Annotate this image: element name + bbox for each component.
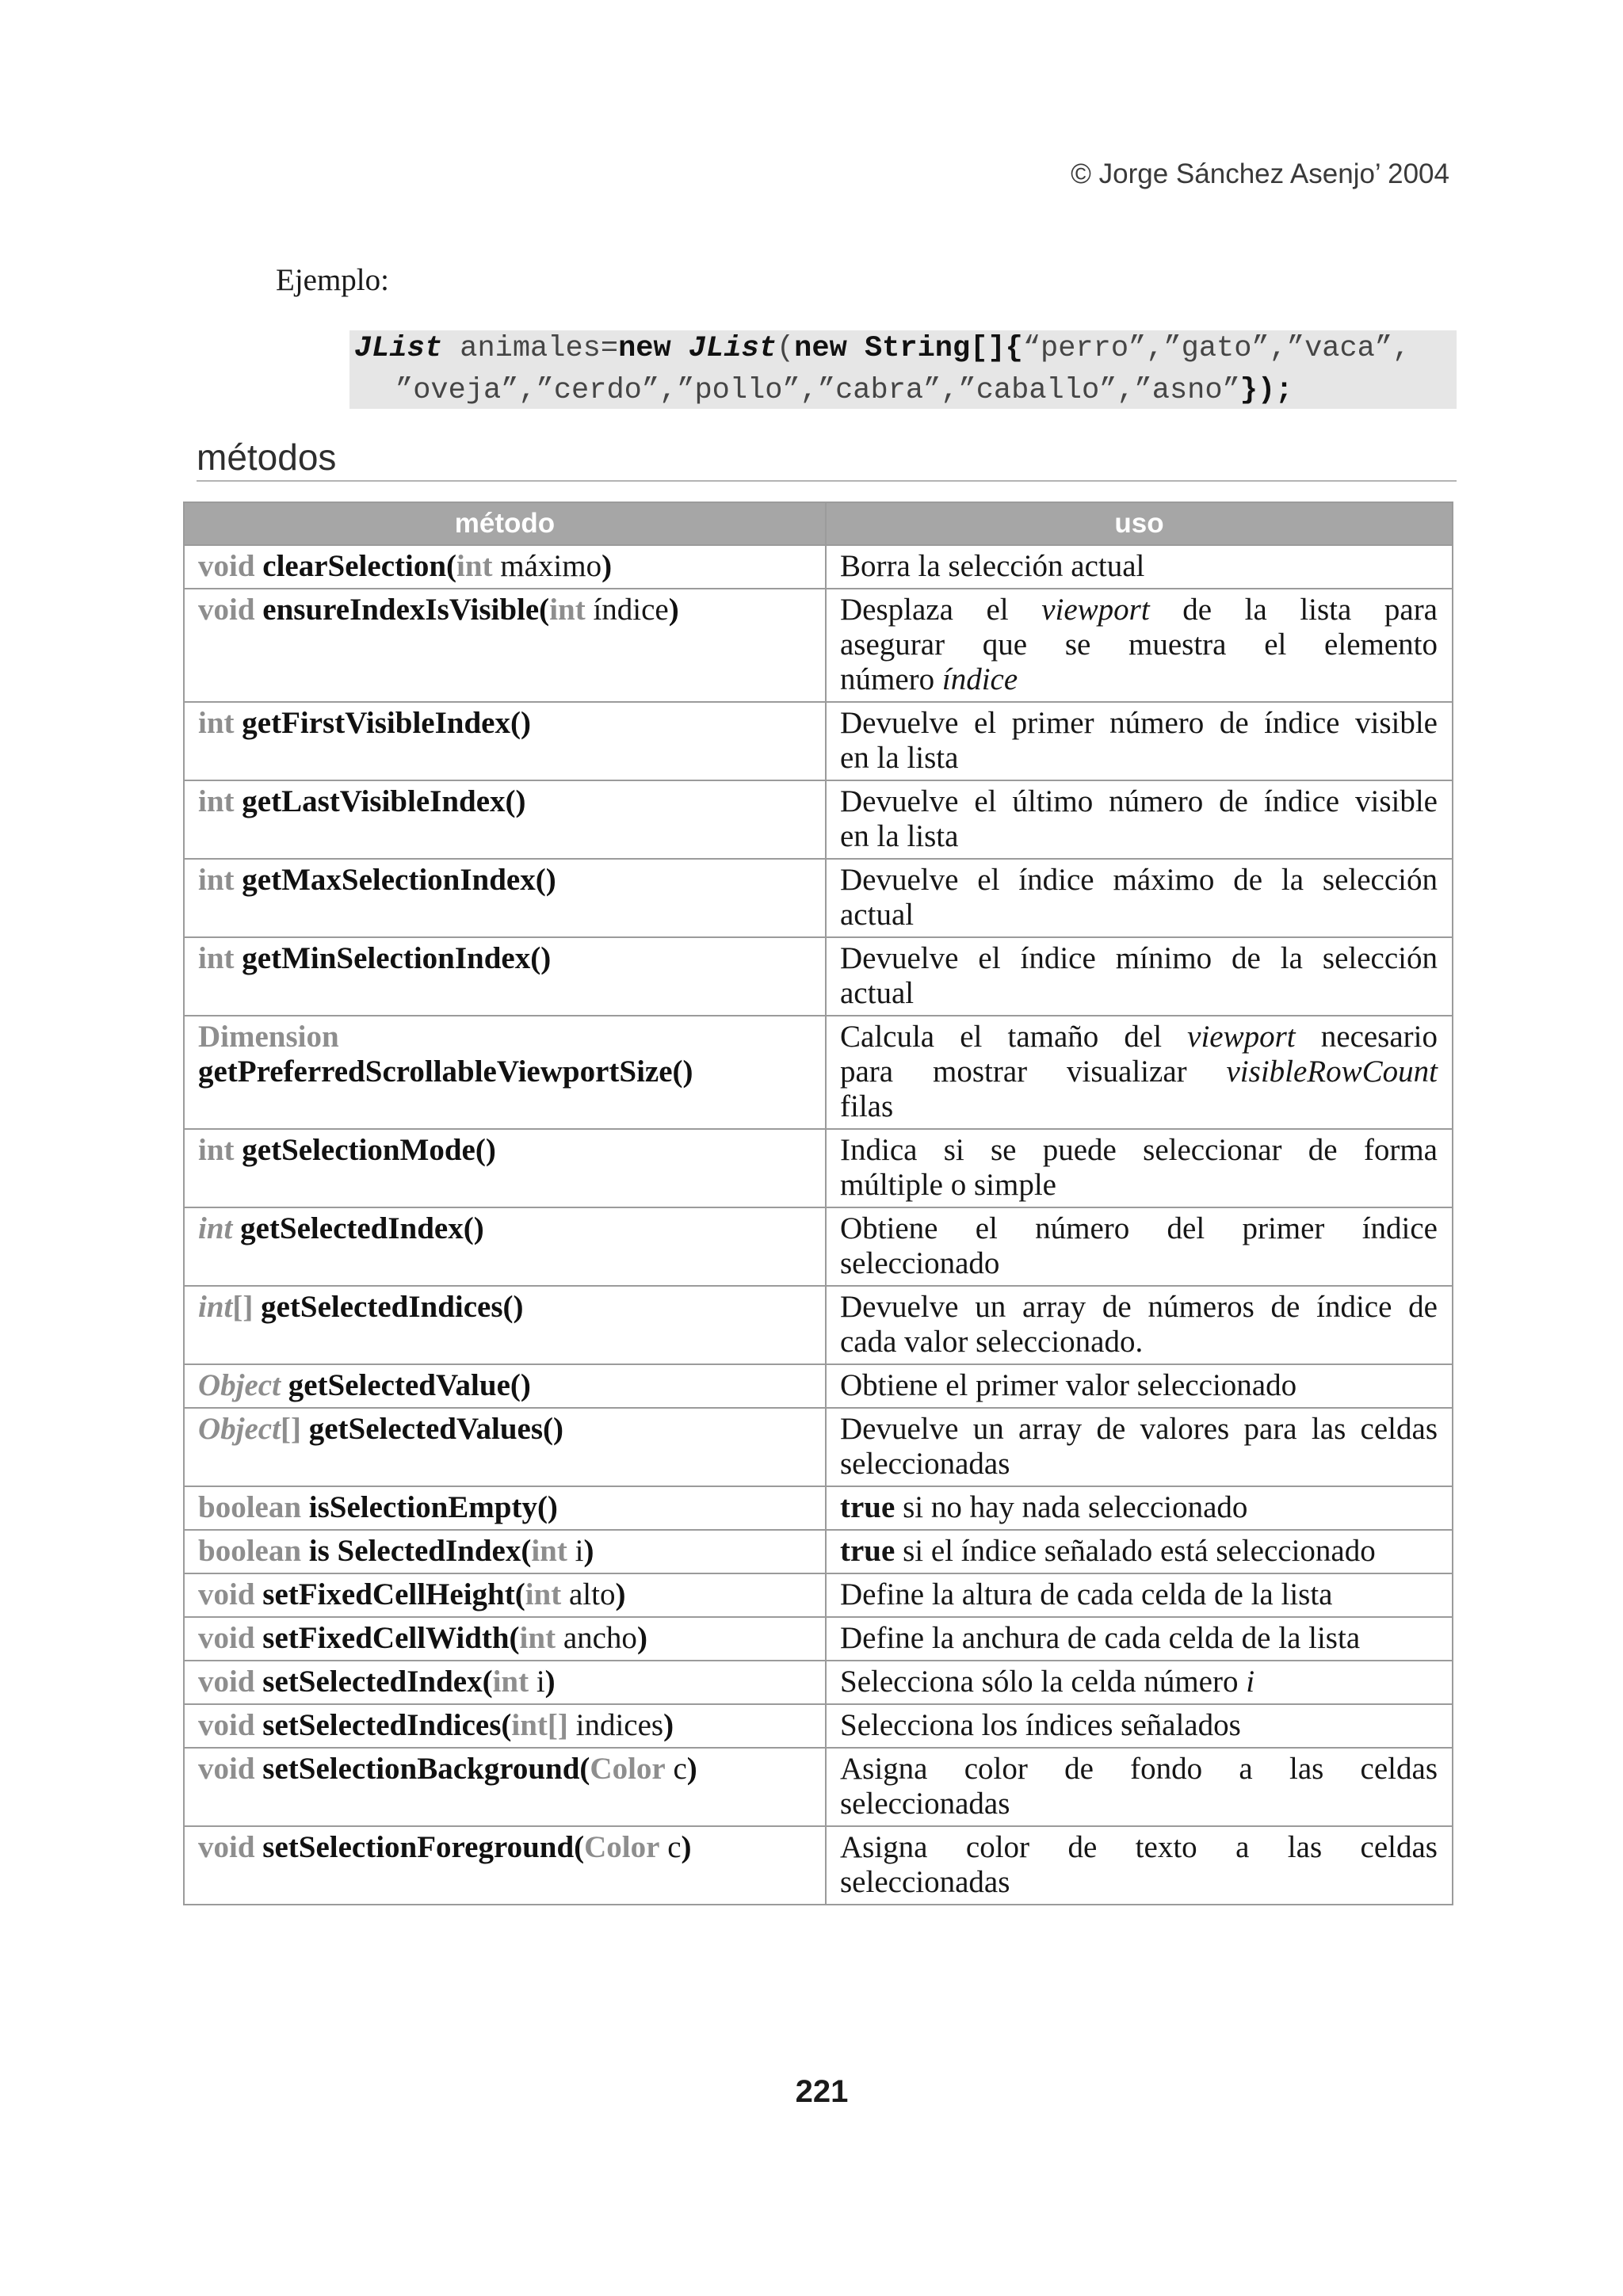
type-name: void [198, 1577, 255, 1611]
usage-text: Selecciona los índices señalados [840, 1708, 1241, 1742]
type-name: boolean [198, 1534, 302, 1568]
type-name: int [198, 941, 235, 975]
example-label: Ejemplo: [276, 263, 389, 297]
text-line [198, 1055, 811, 1089]
method-name: getSelectedValues() [300, 1412, 564, 1446]
method-usage-cell [826, 1286, 1453, 1364]
type-name: void [198, 1830, 255, 1864]
text-line [840, 627, 1438, 662]
text-line [840, 1490, 1438, 1525]
method-signature-cell [184, 1530, 826, 1573]
code-line [354, 372, 1457, 409]
type-name: int [198, 863, 235, 897]
code-keyword: }); [1239, 374, 1293, 407]
method-row [184, 1207, 1453, 1286]
text-line [840, 941, 1438, 976]
text-line [198, 1133, 811, 1168]
type-name: Object [198, 1412, 281, 1446]
methods-table-head [184, 502, 1453, 545]
text-line [840, 1325, 1438, 1360]
method-usage-cell [826, 1486, 1453, 1530]
text-line [840, 1621, 1438, 1656]
usage-text: Devuelve un array de valores para las celdas [840, 1412, 1438, 1446]
method-usage-cell [826, 1617, 1453, 1661]
method-signature-cell [184, 1617, 826, 1661]
text-line [198, 1665, 811, 1699]
method-name: getSelectedValue() [280, 1368, 531, 1402]
method-name: ) [544, 1665, 556, 1699]
type-name: Dimension [198, 1020, 339, 1054]
type-name: int [198, 1133, 235, 1167]
italic-term: índice [941, 662, 1018, 696]
bold-keyword: true [840, 1490, 896, 1524]
parameter-name: alto [561, 1577, 616, 1611]
text-line [840, 1830, 1438, 1865]
text-line [840, 706, 1438, 741]
usage-text: seleccionadas [840, 1865, 1010, 1899]
parameter-name: indices [567, 1708, 664, 1742]
method-row [184, 1408, 1453, 1486]
text-line [840, 1246, 1438, 1281]
method-signature-cell [184, 780, 826, 859]
method-name: getPreferredScrollableViewportSize() [198, 1055, 693, 1089]
text-line [840, 1752, 1438, 1787]
column-header-usage: uso [826, 502, 1453, 545]
usage-text: Define la anchura de cada celda de la lista [840, 1621, 1361, 1655]
type-name: int [198, 1290, 233, 1324]
type-name: Object [198, 1368, 281, 1402]
column-header-method: método [184, 502, 826, 545]
code-keyword: new [618, 332, 689, 365]
usage-text: Devuelve el índice mínimo de la selección [840, 941, 1438, 975]
text-line [198, 784, 811, 819]
type-name: int [525, 1577, 562, 1611]
method-name: ) [686, 1752, 697, 1786]
methods-table-body [184, 545, 1453, 1905]
text-line [198, 1752, 811, 1787]
method-usage-cell [826, 545, 1453, 589]
usage-text: asegurar que se muestra el elemento [840, 627, 1438, 662]
text-line [840, 549, 1438, 584]
text-line [840, 1412, 1438, 1447]
usage-text: seleccionado [840, 1246, 1000, 1280]
usage-text: filas [840, 1089, 894, 1123]
text-line [840, 1787, 1438, 1821]
method-name: ) [663, 1708, 674, 1742]
usage-text: para mostrar visualizar [840, 1055, 1227, 1089]
method-signature-cell [184, 937, 826, 1016]
method-signature-cell [184, 1826, 826, 1905]
method-signature-cell [184, 702, 826, 780]
type-name: int [519, 1621, 556, 1655]
method-name: getMaxSelectionIndex() [234, 863, 556, 897]
usage-text: Selecciona sólo la celda número [840, 1665, 1247, 1699]
type-name: boolean [198, 1490, 302, 1524]
type-name: void [198, 549, 255, 583]
text-line [198, 1211, 811, 1246]
method-name: setSelectedIndices( [254, 1708, 512, 1742]
method-usage-cell [826, 1364, 1453, 1408]
method-row [184, 1486, 1453, 1530]
text-line [198, 1621, 811, 1656]
usage-text: Desplaza el [840, 593, 1042, 627]
method-signature-cell [184, 1016, 826, 1129]
text-line [840, 1133, 1438, 1168]
parameter-name: índice [585, 593, 669, 627]
italic-term: i [1246, 1665, 1255, 1699]
text-line [840, 1534, 1438, 1569]
method-signature-cell [184, 1661, 826, 1704]
type-name: Color [584, 1830, 660, 1864]
type-name: Color [590, 1752, 666, 1786]
method-name: clearSelection( [254, 549, 457, 583]
method-name: setFixedCellHeight( [254, 1577, 525, 1611]
method-row [184, 1573, 1453, 1617]
text-line [840, 1577, 1438, 1612]
text-line [198, 706, 811, 741]
method-usage-cell [826, 937, 1453, 1016]
method-name: ) [583, 1534, 594, 1568]
heading-rule [197, 480, 1457, 482]
code-text: animales= [442, 332, 619, 365]
method-signature-cell [184, 1748, 826, 1826]
text-line [840, 863, 1438, 898]
method-signature-cell [184, 1364, 826, 1408]
text-line [198, 1534, 811, 1569]
method-usage-cell [826, 1016, 1453, 1129]
text-line [840, 1665, 1438, 1699]
method-usage-cell [826, 1408, 1453, 1486]
section-heading: métodos [197, 437, 337, 478]
method-signature-cell [184, 1207, 826, 1286]
usage-text: actual [840, 976, 915, 1010]
method-name: ensureIndexIsVisible( [254, 593, 550, 627]
method-name: is SelectedIndex( [301, 1534, 532, 1568]
text-line [198, 593, 811, 627]
text-line [198, 1412, 811, 1447]
type-name: int [492, 1665, 529, 1699]
text-line [198, 1708, 811, 1743]
method-row [184, 1286, 1453, 1364]
usage-text: número [840, 662, 942, 696]
method-usage-cell [826, 1748, 1453, 1826]
method-signature-cell [184, 1408, 826, 1486]
method-row [184, 780, 1453, 859]
method-signature-cell [184, 1286, 826, 1364]
text-line [198, 941, 811, 976]
type-name: int [456, 549, 493, 583]
text-line [840, 1020, 1438, 1055]
method-row [184, 545, 1453, 589]
method-row [184, 1661, 1453, 1704]
method-signature-cell [184, 545, 826, 589]
parameter-name: c [665, 1752, 687, 1786]
text-line [840, 1089, 1438, 1124]
code-keyword: new String[]{ [794, 332, 1023, 365]
header-row [184, 502, 1453, 545]
method-usage-cell [826, 780, 1453, 859]
method-usage-cell [826, 589, 1453, 702]
text-line [198, 1368, 811, 1403]
method-name: setSelectedIndex( [254, 1665, 493, 1699]
text-line [198, 1830, 811, 1865]
usage-text: Devuelve el último número de índice visible [840, 784, 1438, 818]
method-row [184, 859, 1453, 937]
usage-text: seleccionadas [840, 1447, 1010, 1481]
method-row [184, 589, 1453, 702]
method-name: getMinSelectionIndex() [234, 941, 552, 975]
text-line [840, 1368, 1438, 1403]
usage-text: Devuelve un array de números de índice de [840, 1290, 1438, 1324]
method-signature-cell [184, 859, 826, 937]
usage-text: múltiple o simple [840, 1168, 1056, 1202]
type-name: void [198, 1752, 255, 1786]
method-name: getLastVisibleIndex() [234, 784, 526, 818]
method-signature-cell [184, 589, 826, 702]
text-line [198, 1290, 811, 1325]
method-usage-cell [826, 859, 1453, 937]
method-usage-cell [826, 1573, 1453, 1617]
type-name: int [531, 1534, 567, 1568]
usage-text: actual [840, 898, 915, 932]
text-line [840, 1290, 1438, 1325]
method-name: ) [681, 1830, 692, 1864]
method-signature-cell [184, 1486, 826, 1530]
type-name: int [198, 784, 235, 818]
parameter-name: i [529, 1665, 545, 1699]
code-class-name: JList [354, 332, 443, 365]
usage-text: Obtiene el primer valor seleccionado [840, 1368, 1297, 1402]
usage-text: Obtiene el número del primer índice [840, 1211, 1438, 1245]
method-name: getFirstVisibleIndex() [234, 706, 531, 740]
text-line [198, 863, 811, 898]
text-line [840, 976, 1438, 1011]
text-line [840, 662, 1438, 697]
code-text: ”oveja”,”cerdo”,”pollo”,”cabra”,”caballo”,”asno” [395, 374, 1240, 407]
text-line [198, 1490, 811, 1525]
method-signature-cell [184, 1704, 826, 1748]
method-row [184, 1704, 1453, 1748]
text-line [840, 1708, 1438, 1743]
method-name: ) [615, 1577, 626, 1611]
usage-text: si no hay nada seleccionado [895, 1490, 1248, 1524]
italic-term: viewport [1187, 1020, 1296, 1054]
usage-text: Calcula el tamaño del [840, 1020, 1188, 1054]
method-name: setSelectionForeground( [254, 1830, 585, 1864]
method-row [184, 1016, 1453, 1129]
bold-keyword: true [840, 1534, 896, 1568]
text-line [840, 593, 1438, 627]
parameter-name: c [659, 1830, 682, 1864]
usage-text: seleccionadas [840, 1787, 1010, 1821]
code-line [354, 330, 1457, 367]
text-line [198, 1577, 811, 1612]
type-name: void [198, 1708, 255, 1742]
type-name: int [549, 593, 586, 627]
text-line [840, 1211, 1438, 1246]
text-line [198, 1020, 811, 1055]
usage-text: necesario [1295, 1020, 1438, 1054]
method-usage-cell [826, 1661, 1453, 1704]
method-name: getSelectedIndices() [253, 1290, 524, 1324]
italic-term: visibleRowCount [1226, 1055, 1438, 1089]
method-signature-cell [184, 1573, 826, 1617]
text-line [840, 819, 1438, 854]
method-row [184, 937, 1453, 1016]
type-name: void [198, 593, 255, 627]
usage-text: Define la altura de cada celda de la lista [840, 1577, 1333, 1611]
type-name: [] [280, 1412, 301, 1446]
usage-text: si el índice señalado está seleccionado [895, 1534, 1376, 1568]
usage-text: en la lista [840, 741, 959, 775]
code-block [349, 330, 1457, 409]
method-name: ) [668, 593, 679, 627]
code-text: ( [776, 332, 795, 365]
usage-text: cada valor seleccionado. [840, 1325, 1144, 1359]
method-usage-cell [826, 702, 1453, 780]
method-usage-cell [826, 1704, 1453, 1748]
parameter-name: i [567, 1534, 584, 1568]
italic-term: viewport [1041, 593, 1150, 627]
method-name: setSelectionBackground( [254, 1752, 590, 1786]
text-line [840, 1865, 1438, 1900]
text-line [840, 1447, 1438, 1482]
type-name: int[] [511, 1708, 568, 1742]
text-line [840, 1055, 1438, 1089]
method-usage-cell [826, 1129, 1453, 1207]
page-number: 221 [795, 2074, 849, 2109]
code-class-name: JList [688, 332, 777, 365]
usage-text: Asigna color de texto a las celdas [840, 1830, 1438, 1864]
method-signature-cell [184, 1129, 826, 1207]
parameter-name: ancho [556, 1621, 637, 1655]
usage-text: Borra la selección actual [840, 549, 1145, 583]
method-row [184, 1530, 1453, 1573]
method-row [184, 1748, 1453, 1826]
method-row [184, 1826, 1453, 1905]
method-name: ) [636, 1621, 647, 1655]
method-name: isSelectionEmpty() [301, 1490, 558, 1524]
text-line [840, 1168, 1438, 1203]
text-line [840, 741, 1438, 776]
parameter-name: máximo [492, 549, 602, 583]
type-name: [] [232, 1290, 254, 1324]
type-name: void [198, 1665, 255, 1699]
method-row [184, 1617, 1453, 1661]
code-text: “perro”,”gato”,”vaca”, [1022, 332, 1411, 365]
method-name: getSelectionMode() [234, 1133, 496, 1167]
copyright-header: © Jorge Sánchez Asenjo’ 2004 [1071, 158, 1449, 189]
text-line [840, 784, 1438, 819]
usage-text: en la lista [840, 819, 959, 853]
usage-text: Devuelve el índice máximo de la selección [840, 863, 1438, 897]
method-name: ) [601, 549, 613, 583]
text-line [840, 898, 1438, 933]
method-usage-cell [826, 1826, 1453, 1905]
type-name: void [198, 1621, 255, 1655]
method-row [184, 702, 1453, 780]
usage-text: Asigna color de fondo a las celdas [840, 1752, 1438, 1786]
usage-text: Indica si se puede seleccionar de forma [840, 1133, 1438, 1167]
method-row [184, 1364, 1453, 1408]
method-usage-cell [826, 1530, 1453, 1573]
method-name: setFixedCellWidth( [254, 1621, 520, 1655]
method-row [184, 1129, 1453, 1207]
method-usage-cell [826, 1207, 1453, 1286]
method-name: getSelectedIndex() [232, 1211, 484, 1245]
methods-table [183, 502, 1453, 1905]
usage-text: Devuelve el primer número de índice visible [840, 706, 1438, 740]
type-name: int [198, 1211, 233, 1245]
type-name: int [198, 706, 235, 740]
usage-text: de la lista para [1149, 593, 1438, 627]
text-line [198, 549, 811, 584]
